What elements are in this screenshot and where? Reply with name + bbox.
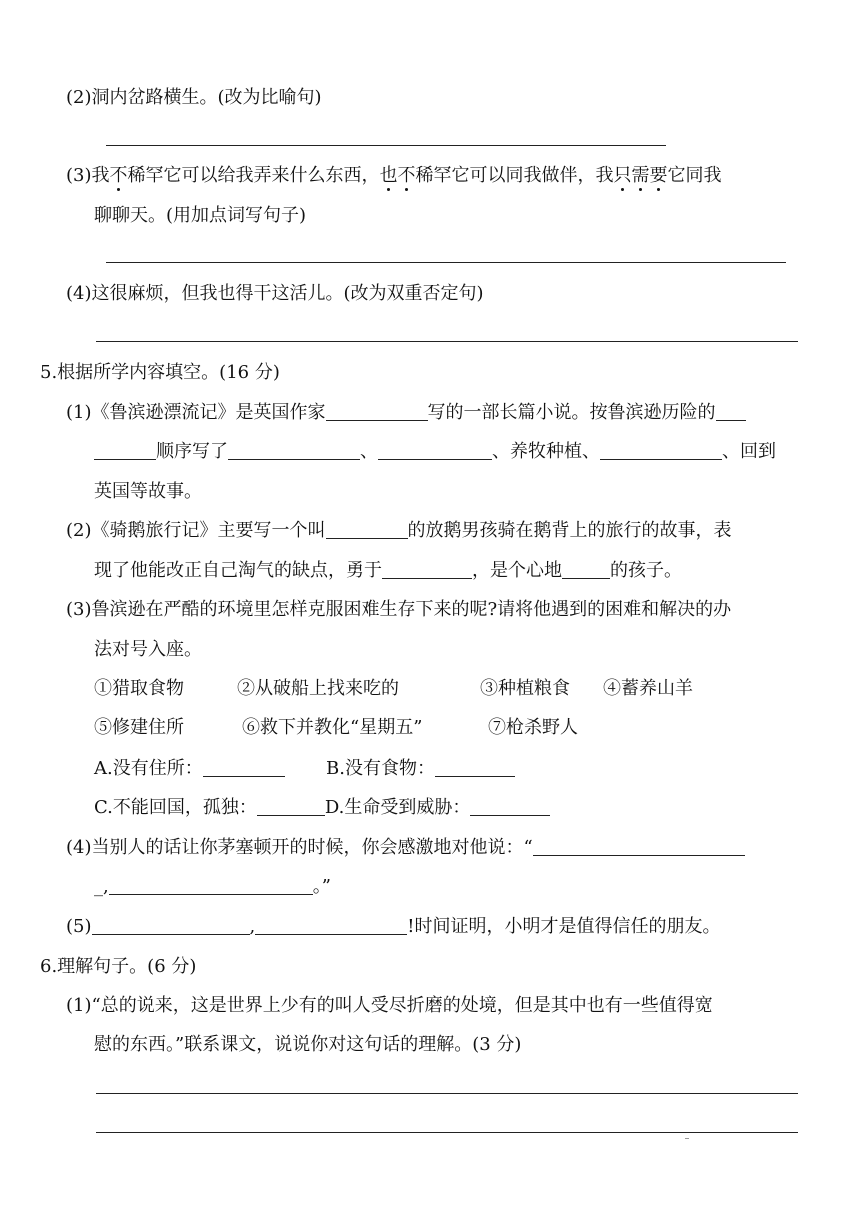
dotted-char: 需: [631, 165, 650, 186]
fill-blank[interactable]: [382, 560, 472, 579]
fill-blank[interactable]: [326, 520, 408, 539]
option-2: ②从破船上找来吃的: [237, 678, 399, 699]
q5-title: 5.根据所学内容填空。(16 分): [40, 362, 280, 383]
fill-blank[interactable]: [94, 441, 156, 460]
text: (4)当别人的话让你茅塞顿开的时候，你会感激地对他说：“: [66, 837, 533, 858]
q6-title: 6.理解句子。(6 分): [40, 956, 197, 977]
option-7: ⑦枪杀野人: [488, 717, 578, 738]
text: 稀罕它可以同我做伴，我: [415, 165, 614, 186]
q5-p5: [66, 915, 720, 939]
text: 的放鹅男孩骑在鹅背上的旅行的故事，表: [407, 520, 732, 541]
fill-blank[interactable]: [203, 758, 285, 777]
text: 稀罕它可以给我弄来什么东西，: [127, 165, 380, 186]
dotted-char: 不: [109, 165, 128, 186]
fill-blank[interactable]: [228, 441, 360, 460]
text: 现了他能改正自己淘气的缺点，勇于: [94, 560, 382, 581]
fill-blank[interactable]: [716, 402, 746, 421]
q6-p1-line1: (1)“总的说来，这是世界上少有的叫人受尽折磨的处境，但是其中也有一些值得宽: [66, 995, 713, 1016]
text: ，是个心地: [472, 560, 562, 581]
text: !时间证明，小明才是值得信任的朋友。: [407, 916, 721, 937]
option-3: ③种植粮食: [480, 678, 570, 699]
answer-line[interactable]: [96, 1093, 798, 1094]
q5-p1-line2: [94, 440, 776, 464]
fill-blank[interactable]: [92, 916, 250, 935]
q5-p2-line2: [94, 559, 682, 583]
q6-p1-line2: 慰的东西。”联系课文，说说你对这句话的理解。(3 分): [94, 1034, 522, 1055]
answer-line[interactable]: [96, 1132, 798, 1133]
q5-p1-line1: [66, 401, 746, 425]
match-c-label: C.不能回国，孤独：: [94, 797, 257, 818]
text: (1)《鲁滨逊漂流记》是英国作家: [66, 402, 326, 423]
text: 。”: [312, 876, 331, 897]
fill-blank[interactable]: [109, 876, 313, 895]
q5-p4-line2: [94, 875, 331, 899]
match-row-2: [94, 796, 550, 820]
fill-blank[interactable]: [326, 402, 428, 421]
fill-blank[interactable]: [257, 797, 325, 816]
dotted-char: 要: [649, 165, 668, 186]
q4-item-4: (4)这很麻烦，但我也得干这活儿。(改为双重否定句): [66, 283, 484, 304]
text: _,: [94, 876, 109, 897]
option-5: ⑤修建住所: [94, 717, 184, 738]
q4-item-3-line2: 聊聊天。(用加点词写句子): [94, 205, 307, 226]
q4-item-3: [66, 164, 722, 188]
fill-blank[interactable]: [470, 797, 550, 816]
match-row-1: [94, 757, 435, 781]
fill-blank[interactable]: [435, 758, 515, 777]
fill-blank[interactable]: [255, 916, 407, 935]
answer-line[interactable]: [96, 341, 798, 342]
answer-line[interactable]: [106, 145, 666, 146]
text: (3)我: [66, 165, 110, 186]
match-b: [326, 757, 515, 781]
dotted-char: 也: [379, 165, 398, 186]
text: (5): [66, 916, 92, 937]
text: (2)《骑鹅旅行记》主要写一个叫: [66, 520, 326, 541]
dotted-char: 不: [397, 165, 416, 186]
text: 、养牧种植、: [492, 441, 600, 462]
q5-p2-line1: [66, 519, 732, 543]
option-6: ⑥救下并教化“星期五”: [242, 717, 423, 738]
q5-p3-line1: (3)鲁滨逊在严酷的环境里怎样克服困难生存下来的呢?请将他遇到的困难和解决的办: [66, 599, 732, 620]
text: 的孩子。: [610, 560, 682, 581]
text: 写的一部长篇小说。按鲁滨逊历险的: [427, 402, 716, 423]
fill-blank[interactable]: [600, 441, 722, 460]
q5-p1-line3: 英国等故事。: [94, 481, 202, 502]
q5-p4-line1: [66, 836, 745, 860]
match-a-label: A.没有住所：: [94, 758, 203, 779]
q5-p3-line2: 法对号入座。: [94, 639, 202, 660]
option-4: ④蓄养山羊: [603, 678, 693, 699]
text: 、: [360, 441, 378, 462]
scan-speck: [685, 1138, 689, 1139]
match-d-label: D.生命受到威胁：: [324, 797, 471, 818]
text: ,: [249, 916, 256, 937]
text: 它同我: [667, 165, 722, 186]
option-1: ①猎取食物: [94, 678, 184, 699]
dotted-char: 只: [613, 165, 632, 186]
answer-line[interactable]: [106, 262, 786, 263]
fill-blank[interactable]: [562, 560, 610, 579]
fill-blank[interactable]: [378, 441, 492, 460]
fill-blank[interactable]: [533, 837, 745, 856]
q4-item-2: (2)洞内岔路横生。(改为比喻句): [66, 87, 322, 108]
text: 、回到: [722, 441, 776, 462]
text: 顺序写了: [156, 441, 228, 462]
match-b-label: B.没有食物：: [326, 758, 435, 779]
